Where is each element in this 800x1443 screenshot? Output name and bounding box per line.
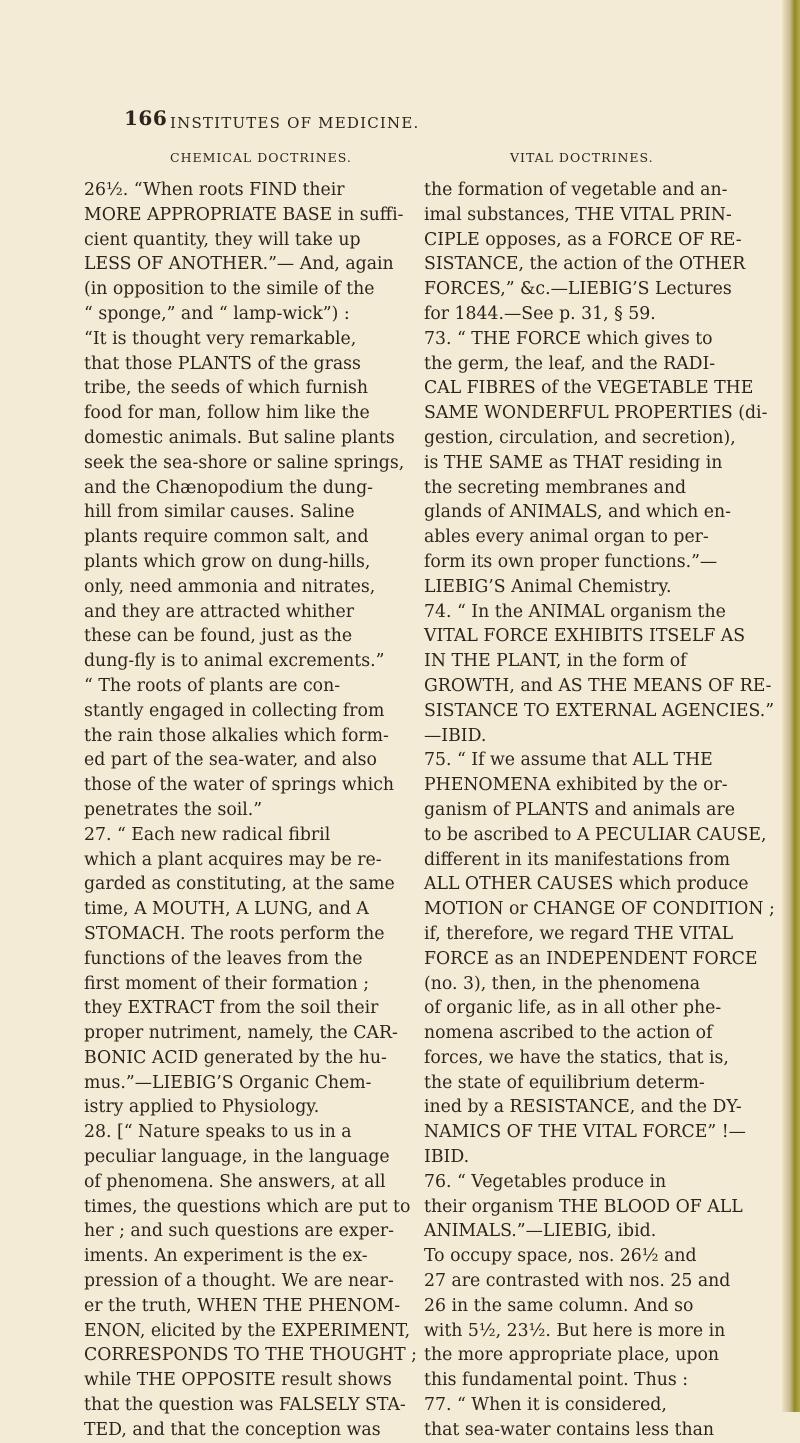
- text-line: their organism THE BLOOD OF ALL: [424, 1196, 743, 1217]
- text-line: BONIC ACID generated by the hu-: [84, 1047, 387, 1068]
- text-line: mus.”—LIEBIG’S Organic Chem-: [84, 1072, 372, 1093]
- text-line: dung-fly is to animal excrements.”: [84, 651, 385, 672]
- text-line: 76. “ Vegetables produce in: [424, 1171, 667, 1192]
- text-line: the rain those alkalies which form-: [84, 725, 389, 746]
- text-line: of phenomena. She answers, at all: [84, 1171, 386, 1192]
- right-column-heading: VITAL DOCTRINES.: [510, 150, 654, 165]
- text-line: imal substances, THE VITAL PRIN-: [424, 204, 732, 225]
- text-line: 26½. “When roots FIND their: [84, 180, 345, 200]
- text-line: her ; and such questions are exper-: [84, 1221, 395, 1242]
- text-line: MORE APPROPRIATE BASE in suffi-: [84, 204, 404, 225]
- text-line: To occupy space, nos. 26½ and: [424, 1246, 697, 1267]
- page-edge-binding: [782, 0, 800, 1412]
- text-line: time, A MOUTH, A LUNG, and A: [84, 899, 369, 920]
- text-line: is THE SAME as THAT residing in: [424, 452, 723, 473]
- text-line: seek the sea-shore or saline springs,: [84, 452, 405, 473]
- text-line: ed part of the sea-water, and also: [84, 750, 377, 771]
- text-line: 26 in the same column. And so: [424, 1295, 694, 1316]
- text-line: TED, and that the conception was: [84, 1419, 381, 1440]
- text-line: the more appropriate place, upon: [424, 1345, 719, 1366]
- text-line: while THE OPPOSITE result shows: [84, 1370, 392, 1391]
- text-line: ALL OTHER CAUSES which produce: [424, 874, 749, 895]
- text-line: which a plant acquires may be re-: [84, 849, 382, 870]
- text-line: IBID.: [424, 1147, 470, 1168]
- text-line: 27 are contrasted with nos. 25 and: [424, 1271, 731, 1292]
- text-line: FORCES,” &c.—LIEBIG’S Lectures: [424, 279, 732, 300]
- text-line: ganism of PLANTS and animals are: [424, 799, 735, 820]
- right-column-text: [424, 178, 784, 1440]
- text-line: CAL FIBRES of the VEGETABLE THE: [424, 378, 754, 399]
- text-line: the secreting membranes and: [424, 477, 687, 498]
- text-line: NAMICS OF THE VITAL FORCE” !—: [424, 1122, 746, 1143]
- text-line: MOTION or CHANGE OF CONDITION ;: [424, 899, 775, 920]
- text-line: 27. “ Each new radical fibril: [84, 824, 331, 845]
- page-number: 166: [124, 106, 168, 130]
- text-line: nomena ascribed to the action of: [424, 1023, 713, 1044]
- text-line: gestion, circulation, and secretion),: [424, 427, 736, 448]
- text-line: they EXTRACT from the soil their: [84, 998, 379, 1019]
- text-line: domestic animals. But saline plants: [84, 427, 395, 448]
- text-line: peculiar language, in the language: [84, 1147, 390, 1168]
- text-line: to be ascribed to A PECULIAR CAUSE,: [424, 824, 767, 845]
- running-head: INSTITUTES OF MEDICINE.: [170, 114, 420, 132]
- text-line: proper nutriment, namely, the CAR-: [84, 1023, 398, 1044]
- text-line: if, therefore, we regard THE VITAL: [424, 923, 734, 944]
- text-line: stantly engaged in collecting from: [84, 700, 385, 721]
- text-line: FORCE as an INDEPENDENT FORCE: [424, 948, 758, 969]
- text-line: times, the questions which are put to: [84, 1196, 411, 1217]
- text-line: iments. An experiment is the ex-: [84, 1246, 368, 1267]
- text-line: STOMACH. The roots perform the: [84, 923, 385, 944]
- text-line: GROWTH, and AS THE MEANS OF RE-: [424, 675, 772, 696]
- text-line: that the question was FALSELY STA-: [84, 1395, 406, 1416]
- text-line: 73. “ THE FORCE which gives to: [424, 328, 713, 349]
- text-line: plants which grow on dung-hills,: [84, 551, 371, 572]
- text-line: CORRESPONDS TO THE THOUGHT ;: [84, 1345, 417, 1366]
- text-line: er the truth, WHEN THE PHENOM-: [84, 1295, 401, 1316]
- text-line: PHENOMENA exhibited by the or-: [424, 775, 728, 796]
- text-line: these can be found, just as the: [84, 626, 353, 647]
- text-line: and they are attracted whither: [84, 601, 355, 622]
- text-line: glands of ANIMALS, and which en-: [424, 502, 731, 523]
- text-line: that those PLANTS of the grass: [84, 353, 361, 374]
- text-line: ANIMALS.”—LIEBIG, ibid.: [424, 1221, 657, 1242]
- text-line: (in opposition to the simile of the: [84, 279, 375, 300]
- text-line: “ sponge,” and “ lamp-wick”) :: [84, 303, 350, 324]
- text-line: that sea-water contains less than: [424, 1419, 715, 1440]
- left-column-heading: CHEMICAL DOCTRINES.: [170, 150, 352, 165]
- text-line: ENON, elicited by the EXPERIMENT,: [84, 1320, 411, 1341]
- text-line: this fundamental point. Thus :: [424, 1370, 689, 1391]
- text-line: the germ, the leaf, and the RADI-: [424, 353, 716, 374]
- text-line: penetrates the soil.”: [84, 799, 263, 820]
- text-line: the state of equilibrium determ-: [424, 1072, 705, 1093]
- text-line: plants require common salt, and: [84, 527, 369, 548]
- text-line: only, need ammonia and nitrates,: [84, 576, 376, 597]
- text-line: 77. “ When it is considered,: [424, 1395, 667, 1416]
- text-line: —IBID.: [424, 725, 487, 746]
- text-line: “It is thought very remarkable,: [84, 328, 357, 349]
- text-line: ables every animal organ to per-: [424, 527, 709, 548]
- text-line: 74. “ In the ANIMAL organism the: [424, 601, 726, 622]
- text-line: cient quantity, they will take up: [84, 229, 361, 250]
- text-line: (no. 3), then, in the phenomena: [424, 973, 701, 994]
- text-line: istry applied to Physiology.: [84, 1097, 320, 1118]
- text-line: 28. [“ Nature speaks to us in a: [84, 1122, 352, 1143]
- text-line: ined by a RESISTANCE, and the DY-: [424, 1097, 742, 1118]
- text-line: “ The roots of plants are con-: [84, 675, 341, 696]
- text-line: form its own proper functions.”—: [424, 551, 718, 572]
- text-line: those of the water of springs which: [84, 775, 394, 796]
- text-line: of organic life, as in all other phe-: [424, 998, 722, 1019]
- text-line: garded as constituting, at the same: [84, 874, 395, 895]
- text-line: VITAL FORCE EXHIBITS ITSELF AS: [424, 626, 746, 647]
- text-line: hill from similar causes. Saline: [84, 502, 355, 523]
- text-line: first moment of their formation ;: [84, 973, 370, 994]
- left-column-text: [84, 178, 417, 1440]
- text-line: with 5½, 23½. But here is more in: [424, 1320, 726, 1341]
- text-line: food for man, follow him like the: [84, 403, 370, 424]
- text-line: for 1844.—See p. 31, § 59.: [424, 303, 656, 324]
- text-line: LIEBIG’S Animal Chemistry.: [424, 576, 672, 597]
- text-line: SAME WONDERFUL PROPERTIES (di-: [424, 403, 768, 424]
- text-line: SISTANCE TO EXTERNAL AGENCIES.”: [424, 700, 775, 721]
- text-line: different in its manifestations from: [424, 849, 731, 870]
- text-line: functions of the leaves from the: [84, 948, 363, 969]
- text-line: 75. “ If we assume that ALL THE: [424, 750, 713, 771]
- text-line: the formation of vegetable and an-: [424, 180, 728, 200]
- text-line: IN THE PLANT, in the form of: [424, 651, 687, 672]
- text-line: forces, we have the statics, that is,: [424, 1047, 729, 1068]
- text-line: SISTANCE, the action of the OTHER: [424, 254, 746, 275]
- text-line: tribe, the seeds of which furnish: [84, 378, 369, 399]
- text-line: and the Chænopodium the dung-: [84, 477, 373, 498]
- text-line: LESS OF ANOTHER.”— And, again: [84, 254, 394, 275]
- text-line: pression of a thought. We are near-: [84, 1271, 394, 1292]
- text-line: CIPLE opposes, as a FORCE OF RE-: [424, 229, 742, 250]
